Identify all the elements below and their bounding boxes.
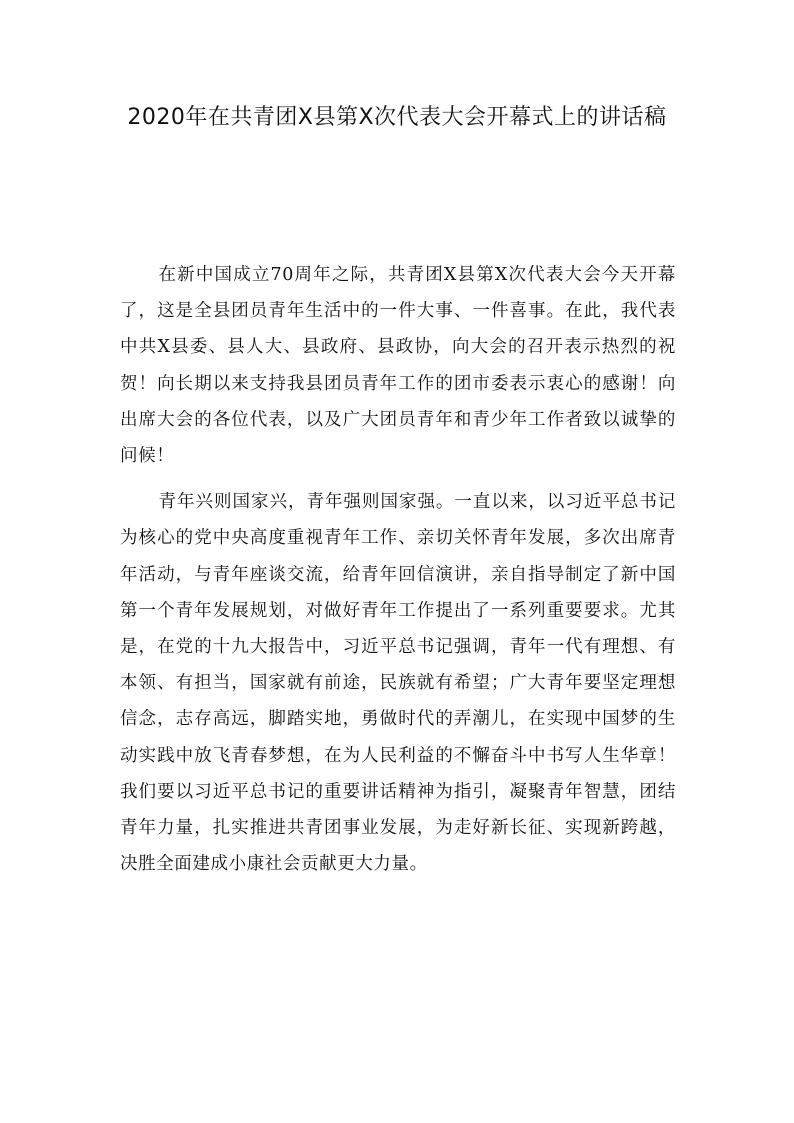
paragraph-1: 在新中国成立70周年之际，共青团X县第X次代表大会今天开幕了，这是全县团员青年生活中的一件大事、一件喜事。在此，我代表中共X县委、县人大、县政府、县政协，向大会的召开表示热烈的祝贺！向长期以来支持我县团员青年工作的团市委表示衷心的感谢！向出席大会的各位代表，以及广大团员青年和青少年工作者致以诚挚的问候！ (120, 265, 676, 467)
paragraph-2: 青年兴则国家兴，青年强则国家强。一直以来，以习近平总书记为核心的党中央高度重视青年工作、亲切关怀青年发展，多次出席青年活动，与青年座谈交流，给青年回信演讲，亲自指导制定了新中国第一个青年发展规划，对做好青年工作提出了一系列重要要求。尤其是，在党的十九大报告中，习近平总书记强调，青年一代有理想、有本领、有担当，国家就有前途，民族就有希望；广大青年要坚定理想信念，志存高远，脚踏实地，勇做时代的弄潮儿，在实现中国梦的生动实践中放飞青春梦想，在为人民利益的不懈奋斗中书写人生华章！我们要以习近平总书记的重要讲话精神为指引，凝聚青年智慧，团结青年力量，扎实推进共青团事业发展，为走好新长征、实现新跨越，决胜全面建成小康社会贡献更大力量。 (120, 492, 676, 875)
document-title: 2020年在共青团X县第X次代表大会开幕式上的讲话稿 (127, 105, 667, 130)
document-body (120, 257, 676, 892)
